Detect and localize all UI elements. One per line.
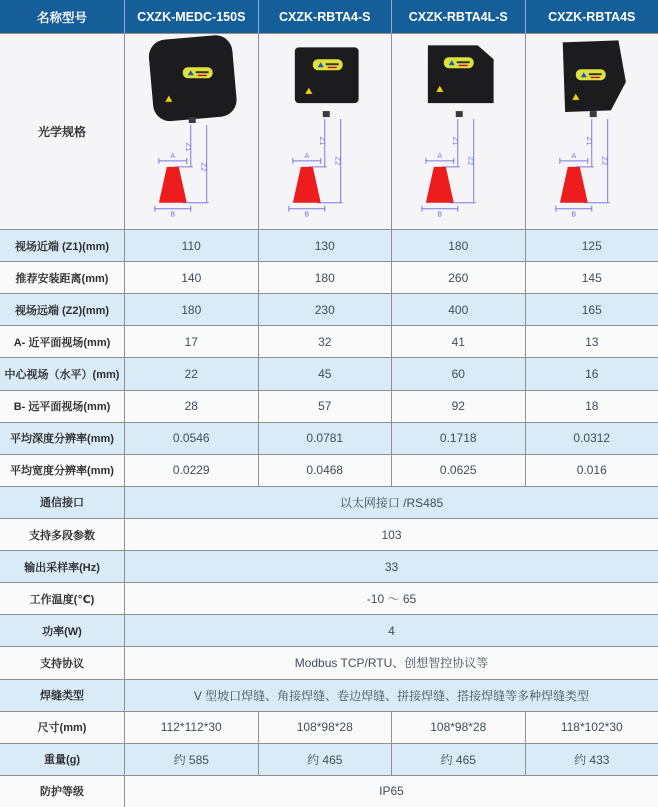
spec-row [0, 325, 658, 357]
row-label: 重量(g) [43, 754, 81, 767]
spec-row [0, 711, 658, 743]
row-span-value: 33 [124, 551, 658, 582]
row-label: 推荐安装距离(mm) [15, 272, 109, 285]
row-label: 输出采样率(Hz) [24, 561, 100, 574]
row-value: 13 [525, 326, 658, 357]
row-value: 0.0312 [525, 423, 658, 454]
laser-field-icon [426, 167, 454, 203]
header-model-2: CXZK-RBTA4-S [258, 0, 392, 33]
row-label: 支持多段参数 [29, 529, 95, 542]
svg-text:Z2: Z2 [333, 156, 342, 166]
row-value: 22 [124, 358, 258, 389]
row-value: 17 [124, 326, 258, 357]
header-model-4: CXZK-RBTA4S [525, 0, 658, 33]
svg-text:A: A [303, 151, 309, 160]
svg-text:A: A [437, 151, 443, 160]
optics-diagram-4 [525, 34, 658, 229]
row-label: 工作温度(℃) [29, 593, 95, 606]
sensor-diagram [392, 35, 525, 228]
table-header-row [0, 0, 658, 33]
spec-row [0, 646, 658, 678]
row-label: 中心视场（水平）(mm) [4, 368, 120, 381]
row-value: 57 [258, 391, 392, 422]
row-value: 108*98*28 [258, 712, 392, 743]
spec-row [0, 422, 658, 454]
row-value: 0.0229 [124, 455, 258, 486]
row-value: 0.0625 [391, 455, 525, 486]
row-label: 视场远端 (Z2)(mm) [14, 304, 110, 317]
row-span-value: 以太网接口 /RS485 [124, 487, 658, 518]
row-value: 41 [391, 326, 525, 357]
row-value: 108*98*28 [391, 712, 525, 743]
row-label: 通信接口 [40, 497, 84, 510]
row-value: 125 [525, 230, 658, 261]
row-value: 165 [525, 294, 658, 325]
spec-row [0, 261, 658, 293]
svg-text:B: B [570, 210, 576, 219]
spec-row [0, 743, 658, 775]
row-value: 400 [391, 294, 525, 325]
brand-logo-icon [575, 69, 605, 80]
laser-field-icon [292, 167, 320, 203]
svg-text:B: B [170, 210, 176, 219]
row-label: A- 近平面视场(mm) [13, 336, 111, 349]
spec-row [0, 582, 658, 614]
svg-text:Z1: Z1 [317, 136, 326, 146]
row-span-value: V 型坡口焊缝、角接焊缝、卷边焊缝、拼接焊缝、搭接焊缝等多种焊缝类型 [124, 680, 658, 711]
row-label: B- 远平面视场(mm) [13, 401, 111, 414]
row-span-value: Modbus TCP/RTU、创想智控协议等 [124, 647, 658, 678]
row-value: 180 [258, 262, 392, 293]
svg-text:Z2: Z2 [466, 156, 475, 166]
row-label: 平均深度分辨率(mm) [10, 433, 114, 446]
row-value: 16 [525, 358, 658, 389]
row-value: 260 [391, 262, 525, 293]
row-label: 功率(W) [42, 625, 82, 638]
spec-row [0, 518, 658, 550]
row-label: 视场近端 (Z1)(mm) [14, 240, 110, 253]
row-value: 32 [258, 326, 392, 357]
spec-row [0, 486, 658, 518]
row-label: 尺寸(mm) [37, 722, 87, 735]
spec-row [0, 775, 658, 807]
row-label: 平均宽度分辨率(mm) [10, 465, 114, 478]
row-span-value: 103 [124, 519, 658, 550]
sensor-diagram [526, 35, 658, 228]
sensor-body-icon [428, 45, 494, 117]
row-value: 约 465 [391, 744, 525, 775]
sensor-body-icon [294, 47, 358, 117]
row-value: 130 [258, 230, 392, 261]
row-value: 0.0781 [258, 423, 392, 454]
spec-row [0, 390, 658, 422]
row-value: 180 [124, 294, 258, 325]
spec-row [0, 229, 658, 261]
brand-logo-icon [312, 59, 342, 70]
row-span-value: 4 [124, 615, 658, 646]
row-value: 112*112*30 [124, 712, 258, 743]
row-value: 约 585 [124, 744, 258, 775]
spec-row [0, 614, 658, 646]
spec-row [0, 679, 658, 711]
row-value: 140 [124, 262, 258, 293]
row-value: 118*102*30 [525, 712, 658, 743]
header-model-1: CXZK-MEDC-150S [124, 0, 258, 33]
row-label: 防护等级 [40, 786, 84, 799]
brand-logo-icon [444, 57, 474, 68]
spec-row [0, 293, 658, 325]
svg-text:B: B [303, 210, 309, 219]
row-value: 约 465 [258, 744, 392, 775]
row-value: 180 [391, 230, 525, 261]
sensor-diagram [259, 35, 392, 228]
laser-field-icon [159, 167, 187, 203]
row-value: 0.0546 [124, 423, 258, 454]
brand-logo-icon [183, 67, 213, 78]
svg-text:A: A [170, 151, 176, 160]
row-value: 0.016 [525, 455, 658, 486]
row-value: 145 [525, 262, 658, 293]
row-value: 28 [124, 391, 258, 422]
spec-row [0, 550, 658, 582]
svg-text:B: B [437, 210, 443, 219]
svg-text:Z1: Z1 [584, 136, 593, 146]
optics-row-label: 光学规格 [37, 125, 86, 139]
row-span-value: -10 ～ 65 [124, 583, 658, 614]
row-value: 110 [124, 230, 258, 261]
spec-row [0, 454, 658, 486]
svg-text:Z2: Z2 [600, 156, 609, 166]
svg-text:Z1: Z1 [450, 136, 459, 146]
spec-row [0, 357, 658, 389]
svg-text:Z2: Z2 [199, 162, 208, 172]
row-span-value: IP65 [124, 776, 658, 807]
svg-text:A: A [570, 151, 576, 160]
row-value: 0.0468 [258, 455, 392, 486]
sensor-diagram [125, 35, 258, 228]
row-value: 60 [391, 358, 525, 389]
row-value: 约 433 [525, 744, 658, 775]
sensor-body-icon [148, 35, 238, 123]
row-value: 92 [391, 391, 525, 422]
header-label-col: 名称型号 [36, 10, 87, 25]
header-model-3: CXZK-RBTA4L-S [391, 0, 525, 33]
row-value: 18 [525, 391, 658, 422]
optics-diagram-1 [124, 34, 258, 229]
laser-field-icon [559, 167, 587, 203]
optics-row [0, 33, 658, 229]
optics-diagram-2 [258, 34, 392, 229]
row-value: 0.1718 [391, 423, 525, 454]
row-label: 支持协议 [40, 657, 84, 670]
svg-text:Z1: Z1 [183, 142, 192, 152]
row-value: 230 [258, 294, 392, 325]
row-label: 焊缝类型 [40, 690, 84, 703]
row-value: 45 [258, 358, 392, 389]
optics-diagram-3 [391, 34, 525, 229]
spec-rows [0, 229, 658, 807]
